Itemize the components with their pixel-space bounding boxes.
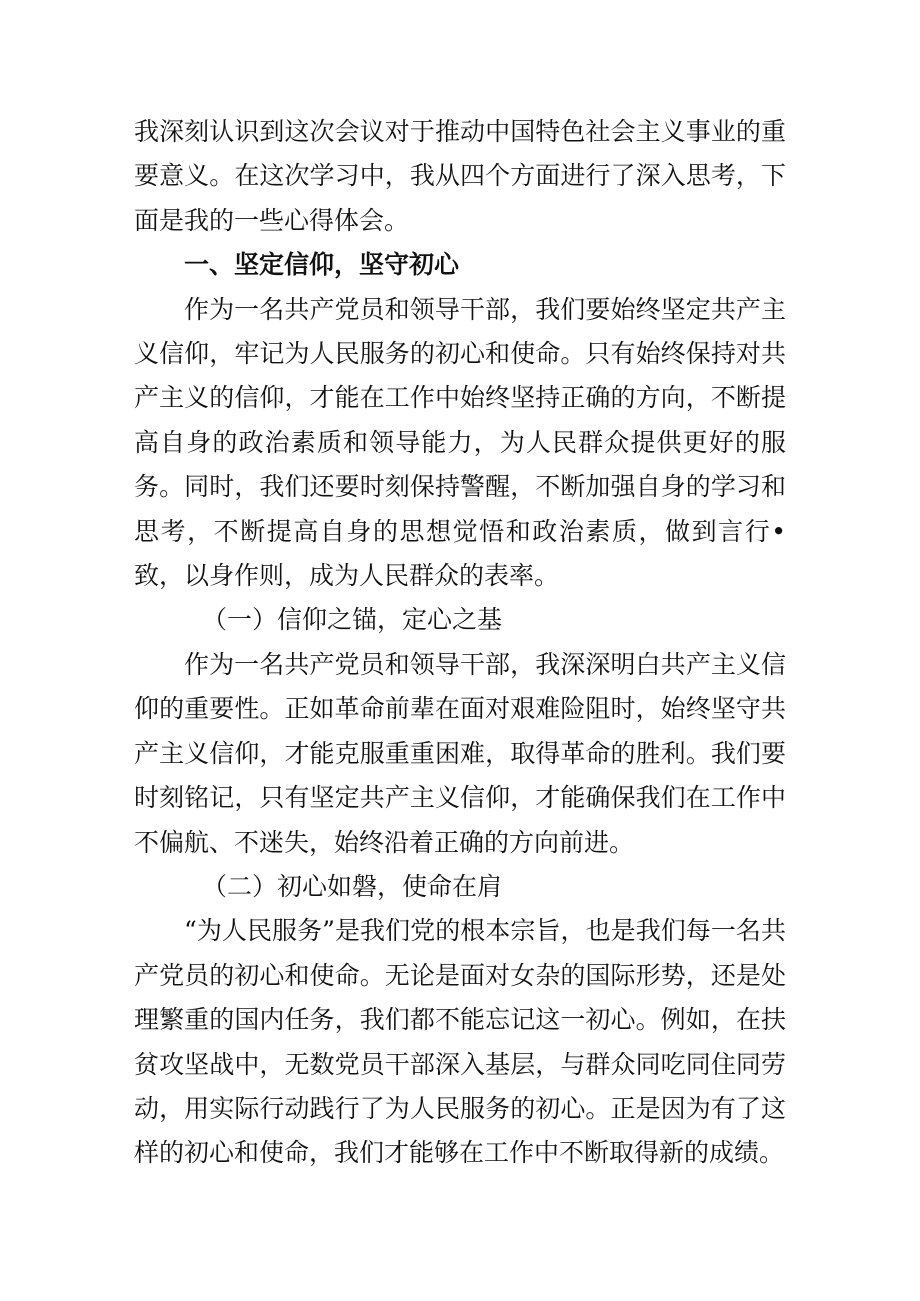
section-1-paragraph: 作为一名共产党员和领导干部，我们要始终坚定共产主义信仰，牢记为人民服务的初心和使命。只有始终保持对共产主义的信仰，才能在工作中始终坚持正确的方向，不断提高自身的政治素质和领导能力，为人民群众提供更好的服务。同时，我们还要时刻保持警醒，不断加强自身的学习和思考，不断提高自身的思想觉悟和政治素质，做到言行•致，以身作则，成为人民群众的表率。 bbox=[134, 294, 786, 591]
document-body bbox=[134, 110, 786, 1176]
section-heading-1: 一、坚定信仰，坚守初心 bbox=[184, 250, 460, 280]
subsection-heading-2: （二）初心如磐，使命在肩 bbox=[202, 871, 503, 901]
intro-paragraph: 我深刻认识到这次会议对于推动中国特色社会主义事业的重要意义。在这次学习中，我从四个方面进行了深入思考，下面是我的一些心得体会。 bbox=[134, 117, 786, 235]
subsection-1-paragraph: 作为一名共产党员和领导干部，我深深明白共产主义信仰的重要性。正如革命前辈在面对艰难险阻时，始终坚守共产主义信仰，才能克服重重困难，取得革命的胜利。我们要时刻铭记，只有坚定共产主义信仰，才能确保我们在工作中不偏航、不迷失，始终沿着正确的方向前进。 bbox=[134, 649, 786, 857]
subsection-heading-1: （一）信仰之锚，定心之基 bbox=[202, 605, 503, 635]
subsection-2-paragraph: “为人民服务”是我们党的根本宗旨，也是我们每一名共产党员的初心和使命。无论是面对女杂的国际形势，还是处理繁重的国内任务，我们都不能忘记这一初心。例如，在扶贫攻坚战中，无数党员干部深入基层，与群众同吃同住同劳动，用实际行动践行了为人民服务的初心。正是因为有了这样的初心和使命，我们才能够在工作中不断取得新的成绩。 bbox=[134, 916, 786, 1168]
